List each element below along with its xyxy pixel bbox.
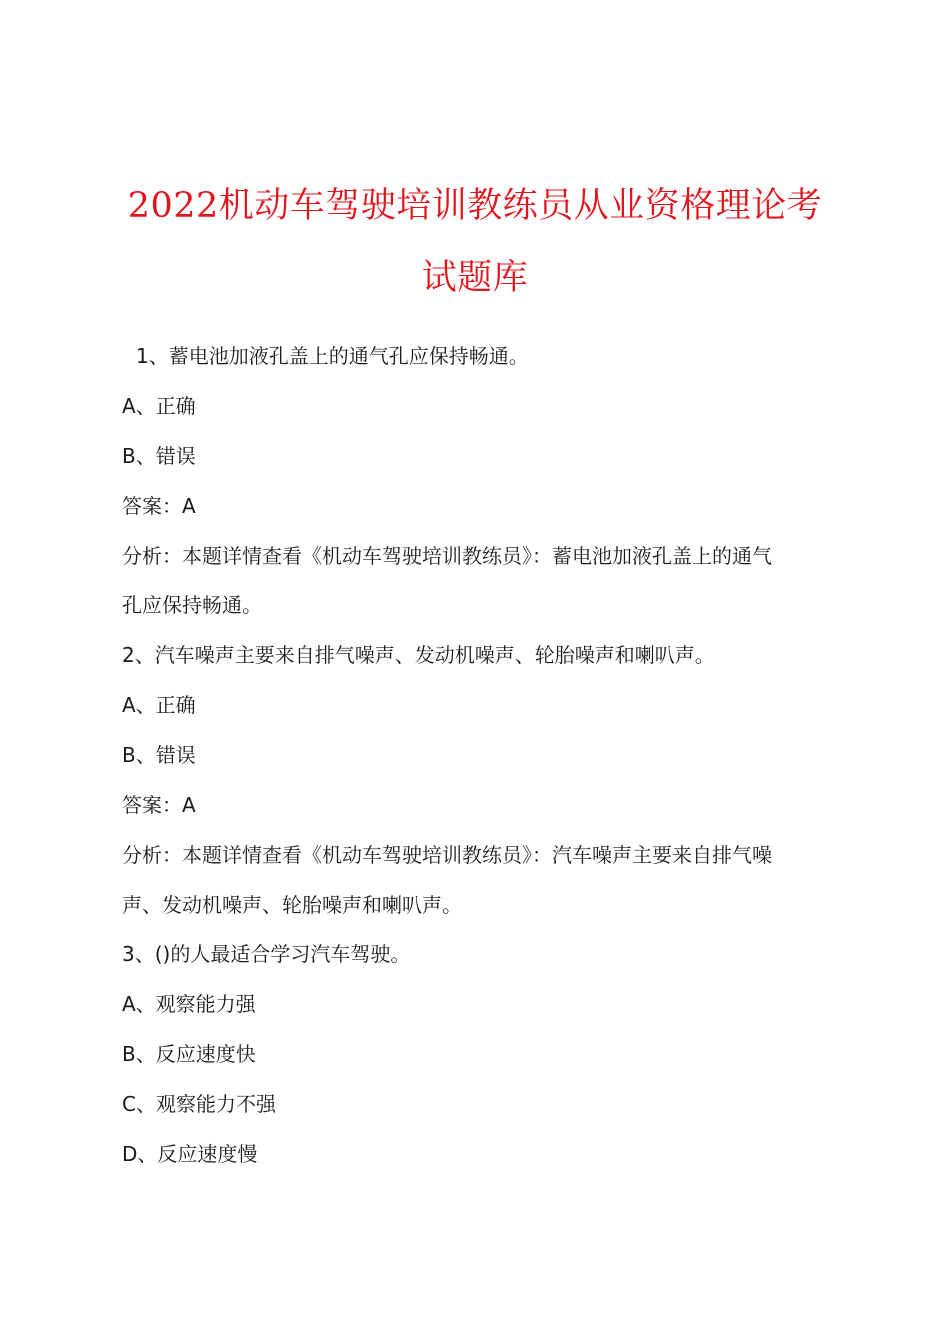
title-line-1: 2022机动车驾驶培训教练员从业资格理论考: [127, 186, 823, 226]
question-1-option-a: A、正确: [122, 394, 196, 418]
question-2-analysis-line-2: 声、发动机噪声、轮胎噪声和喇叭声。: [122, 893, 462, 917]
question-3-option-a: A、观察能力强: [122, 992, 256, 1016]
question-3-option-c: C、观察能力不强: [122, 1092, 276, 1116]
question-1-analysis-line-1: 分析：本题详情查看《机动车驾驶培训教练员》：蓄电池加液孔盖上的通气: [122, 544, 772, 568]
document-title: [110, 170, 840, 314]
question-2-stem: 2、汽车噪声主要来自排气噪声、发动机噪声、轮胎噪声和喇叭声。: [122, 643, 715, 667]
question-2-option-a: A、正确: [122, 693, 196, 717]
title-line-2: 试题库: [421, 258, 529, 298]
question-1-option-b: B、错误: [122, 444, 196, 468]
question-1-answer: 答案：A: [122, 494, 196, 518]
question-2-option-b: B、错误: [122, 743, 196, 767]
question-3-option-d: D、反应速度慢: [122, 1142, 258, 1166]
question-2-analysis-line-1: 分析：本题详情查看《机动车驾驶培训教练员》：汽车噪声主要来自排气噪: [122, 843, 772, 867]
question-2-answer: 答案：A: [122, 793, 196, 817]
question-1-analysis-line-2: 孔应保持畅通。: [122, 593, 262, 617]
question-3-stem: 3、()的人最适合学习汽车驾驶。: [122, 942, 411, 966]
question-3-option-b: B、反应速度快: [122, 1042, 256, 1066]
question-1-stem: 1、蓄电池加液孔盖上的通气孔应保持畅通。: [136, 344, 529, 368]
